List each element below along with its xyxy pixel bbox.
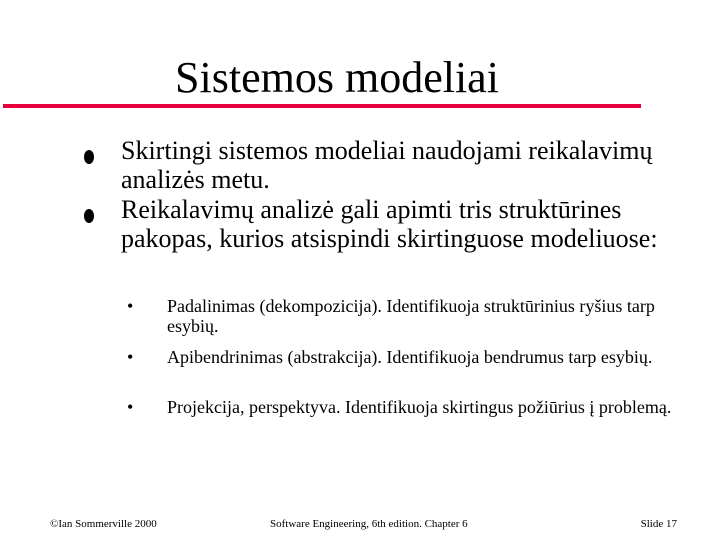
footer-copyright: ©Ian Sommerville 2000 (50, 518, 157, 530)
footer-book: Software Engineering, 6th edition. Chapter 6 (270, 518, 468, 530)
footer-slide-number: Slide 17 (640, 518, 677, 530)
title-underline (3, 104, 641, 108)
sub-bullet-icon: • (127, 347, 134, 367)
bullet-dot-icon (84, 209, 94, 223)
bullet-dot-icon (84, 150, 94, 164)
sub-bullet-icon: • (127, 296, 134, 316)
sub-bullet-text-1: Padalinimas (dekompozicija). Identifikuoja struktūrinius ryšius tarp esybių. (167, 296, 655, 336)
sub-bullet-text-2: Apibendrinimas (abstrakcija). Identifikuoja bendrumus tarp esybių. (167, 347, 653, 367)
slide-title: Sistemos modeliai (175, 53, 499, 102)
bullet-text-2: Reikalavimų analizė gali apimti tris struktūrines pakopas, kurios atsispindi skirtinguose modeliuose: (121, 195, 658, 253)
bullet-text-1: Skirtingi sistemos modeliai naudojami reikalavimų analizės metu. (121, 136, 653, 194)
sub-bullet-text-3: Projekcija, perspektyva. Identifikuoja skirtingus požiūrius į problemą. (167, 397, 672, 417)
sub-bullet-icon: • (127, 397, 134, 417)
